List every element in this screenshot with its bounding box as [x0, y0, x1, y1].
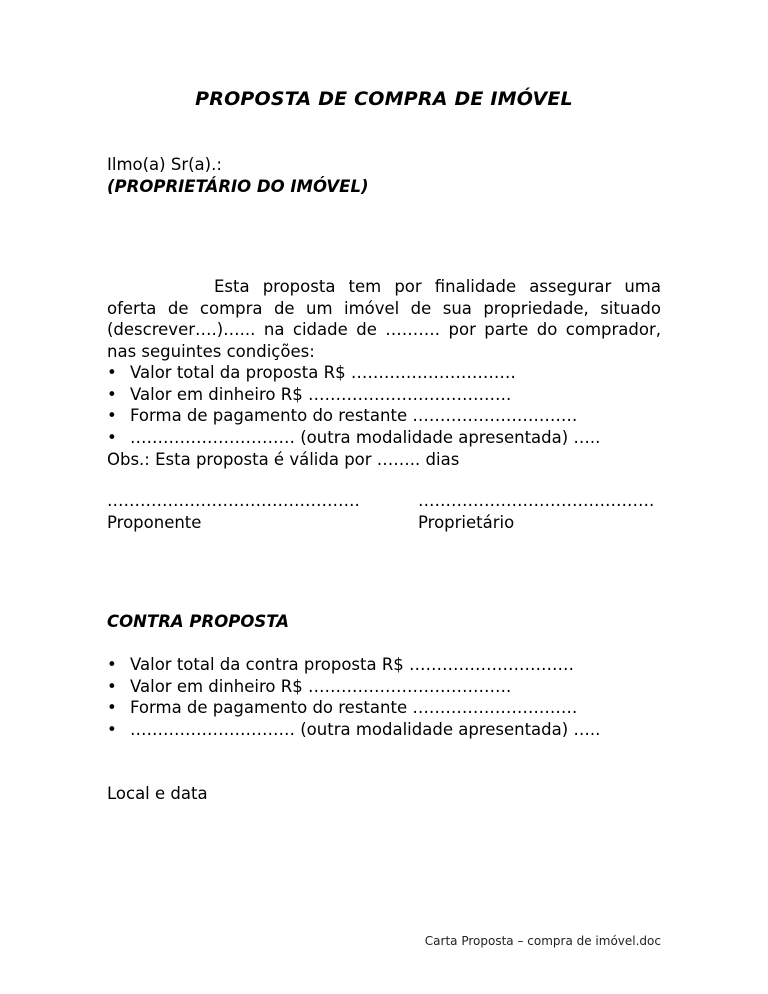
validity-note: Obs.: Esta proposta é válida por …….. dias [107, 450, 460, 469]
owner-signature [418, 490, 654, 533]
owner-placeholder: (PROPRIETÁRIO DO IMÓVEL) [107, 177, 369, 196]
bullet-icon: • [107, 384, 117, 404]
bullet-icon: • [107, 363, 117, 382]
signature-line: ……………………………………. [418, 491, 655, 510]
bullet-icon: • [107, 698, 117, 717]
bullet-icon: • [107, 427, 117, 447]
signature-label: Proponente [107, 512, 202, 532]
place-and-date: Local e data [107, 784, 208, 803]
page-footer: Carta Proposta – compra de imóvel.doc [424, 934, 661, 948]
list-item [107, 654, 600, 676]
list-item [107, 427, 600, 449]
list-item [107, 405, 600, 427]
condition-text: Valor em dinheiro R$ ………………………………. [130, 384, 512, 404]
counter-proposal-title: CONTRA PROPOSTA [107, 612, 289, 631]
proponent-signature [107, 490, 360, 533]
counter-item-text: Valor total da contra proposta R$ ………………………… [130, 655, 575, 674]
list-item [107, 362, 600, 384]
signature-label: Proprietário [418, 512, 515, 532]
counter-item-text: Valor em dinheiro R$ ………………………………. [130, 676, 512, 696]
list-item [107, 697, 600, 719]
bullet-icon: • [107, 655, 117, 674]
bullet-icon: • [107, 406, 117, 425]
list-item [107, 719, 600, 741]
salutation: Ilmo(a) Sr(a).: [107, 155, 222, 174]
intro-paragraph: Esta proposta tem por finalidade assegurar uma oferta de compra de um imóvel de sua propriedade, situado (descrever….)…... na cidade de ………. por parte do comprador, nas seguintes condições: [107, 277, 661, 361]
bullet-icon: • [107, 676, 117, 696]
counter-proposal-list [107, 654, 600, 740]
condition-text: Forma de pagamento do restante ………………………… [130, 406, 578, 425]
addressee-block [107, 154, 369, 198]
condition-text: ………………………… (outra modalidade apresentada) ….. [130, 427, 601, 447]
signature-line: ………………………………………. [107, 491, 360, 510]
counter-item-text: Forma de pagamento do restante ………………………… [130, 698, 578, 717]
document-title: PROPOSTA DE COMPRA DE IMÓVEL [195, 88, 573, 110]
list-item [107, 676, 600, 698]
conditions-list [107, 362, 600, 448]
bullet-icon: • [107, 719, 117, 739]
counter-item-text: ………………………… (outra modalidade apresentada) ….. [130, 719, 601, 739]
list-item [107, 384, 600, 406]
condition-text: Valor total da proposta R$ ………………………… [130, 363, 516, 382]
